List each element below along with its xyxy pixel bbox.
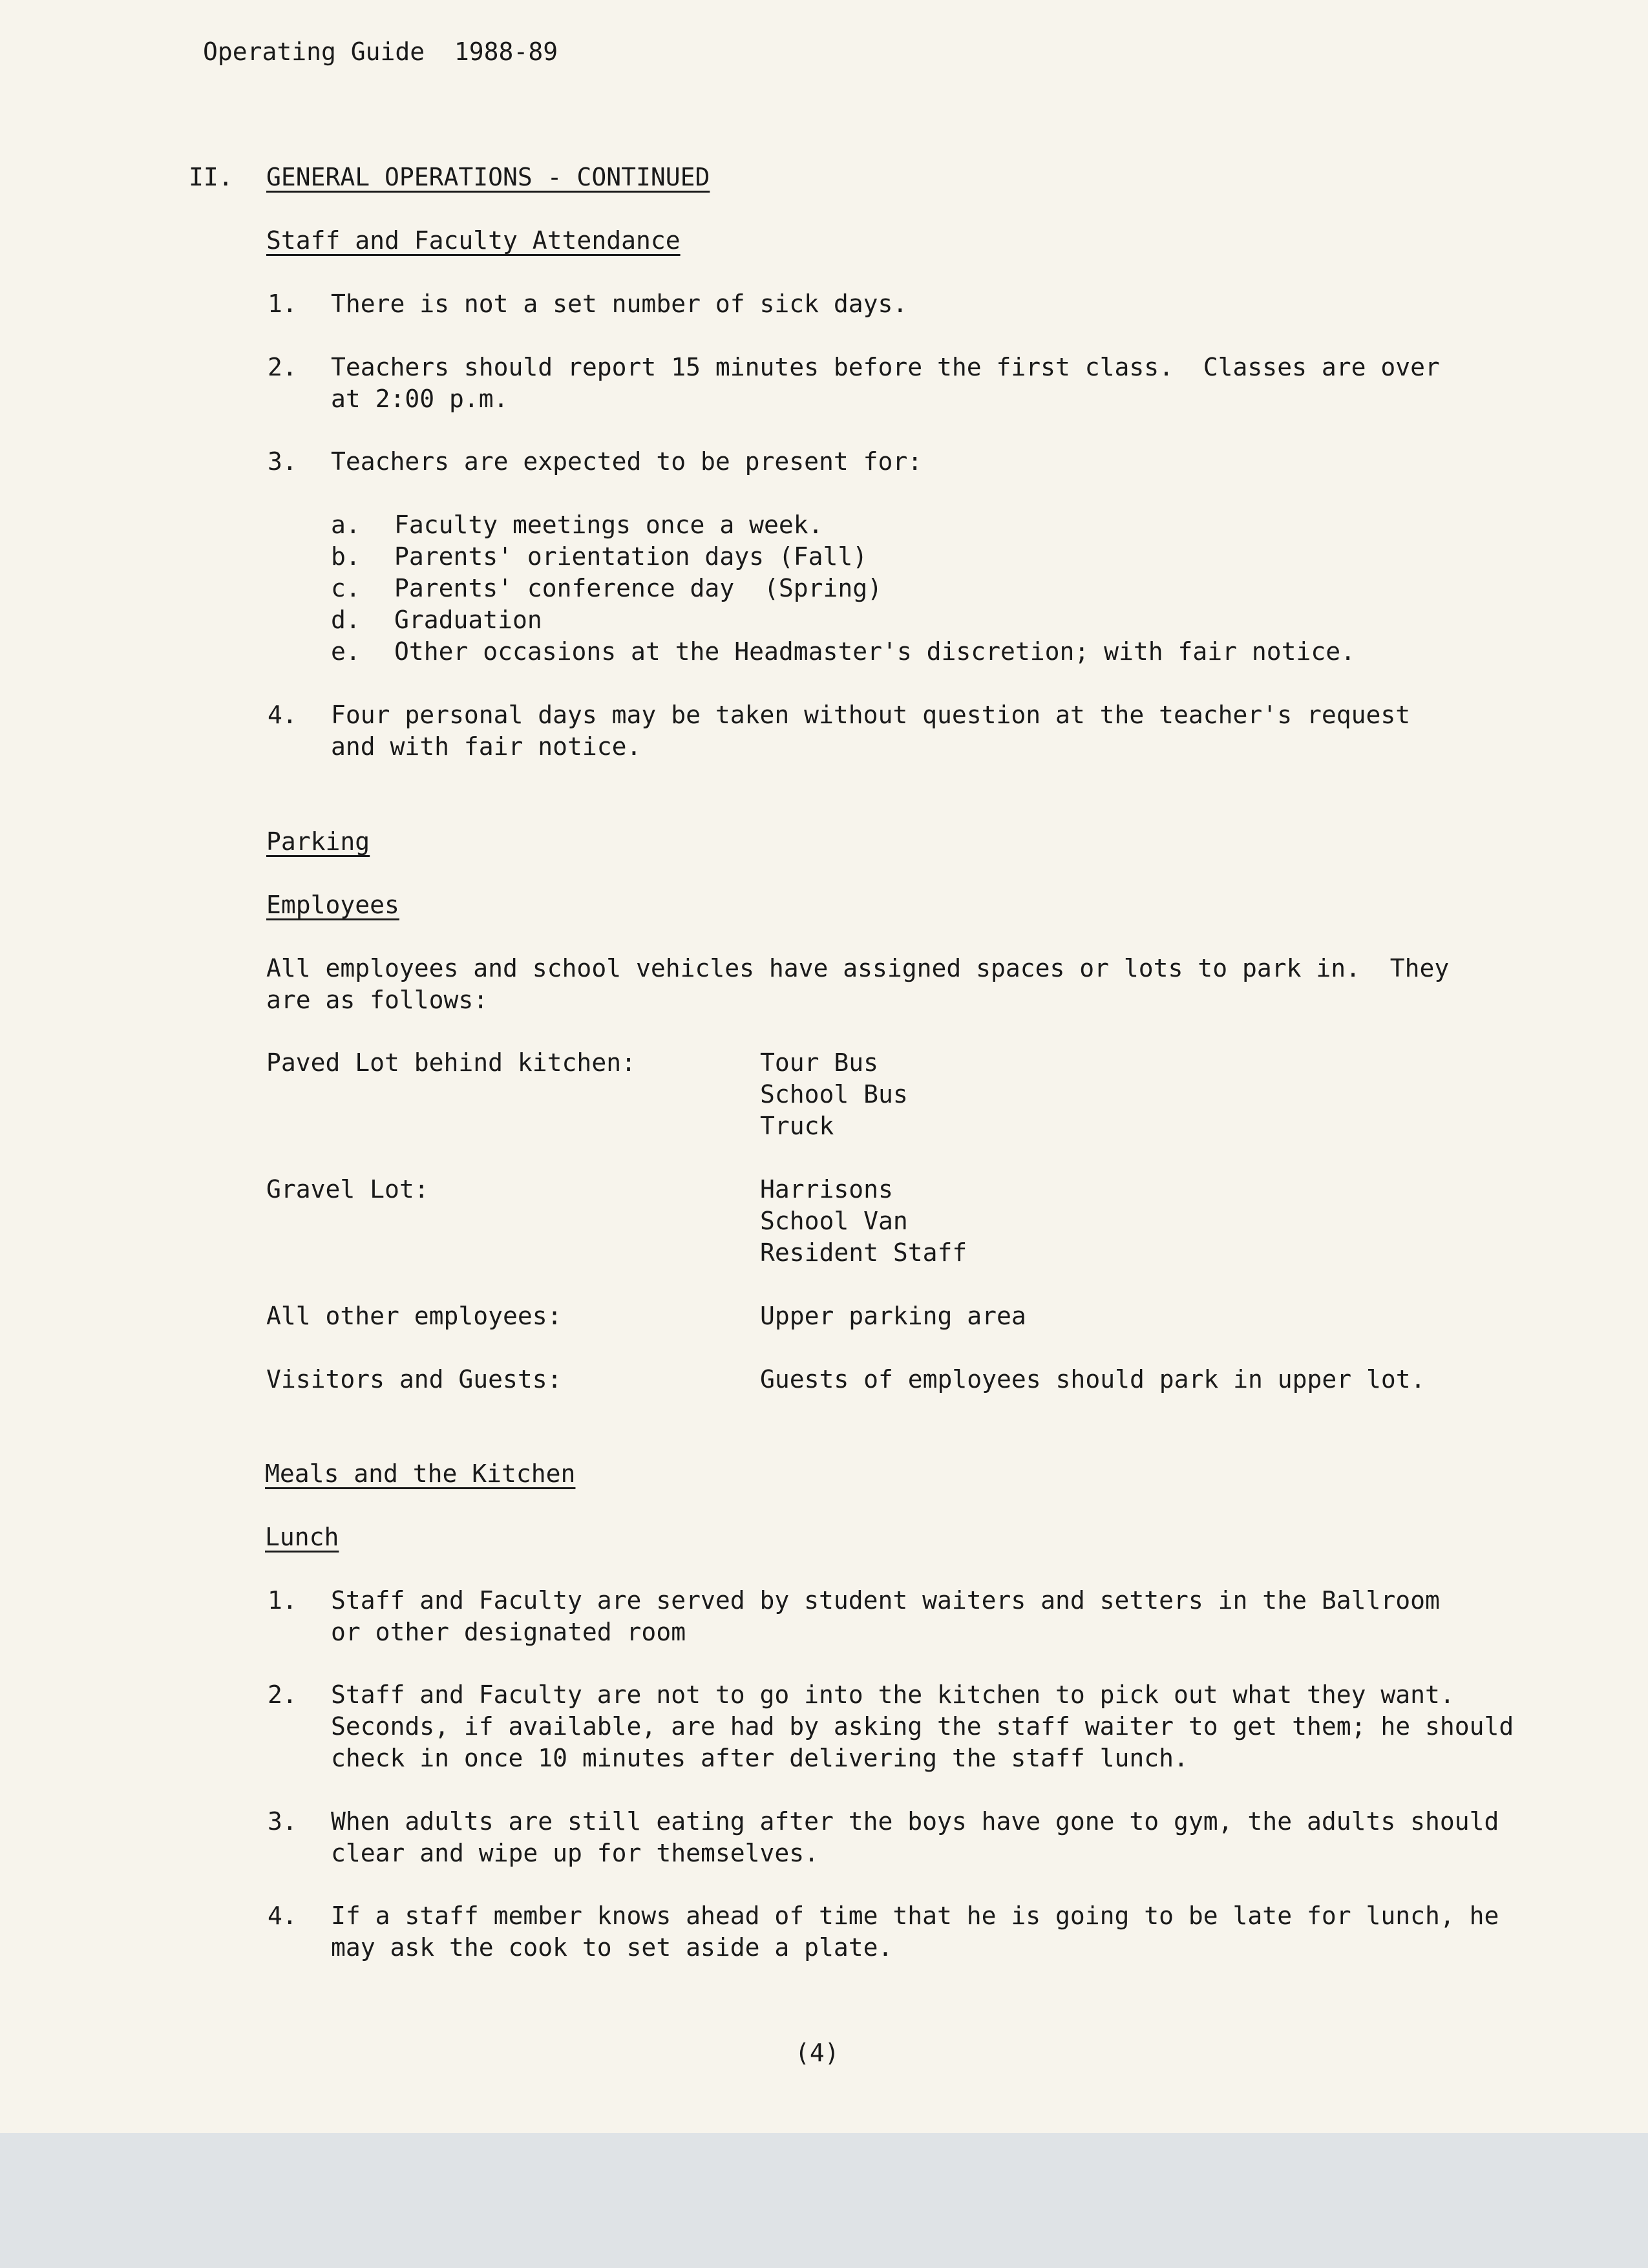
list-item-text: check in once 10 minutes after delivering the staff lunch. — [331, 1744, 1188, 1772]
employees-subheading: Employees — [266, 891, 399, 919]
sub-item-text: Parents' conference day (Spring) — [394, 574, 882, 602]
sub-item-text: Faculty meetings once a week. — [394, 511, 823, 539]
page-number: (4) — [795, 2039, 840, 2067]
sub-item-text: Graduation — [394, 606, 542, 634]
parking-assignment: School Bus — [760, 1080, 908, 1108]
parking-heading: Parking — [266, 827, 370, 856]
attendance-heading: Staff and Faculty Attendance — [266, 226, 681, 255]
list-item-text: Teachers are expected to be present for: — [331, 447, 923, 476]
list-item-number: 1. — [268, 1586, 297, 1615]
parking-location-label: Gravel Lot: — [266, 1175, 429, 1203]
sub-item-letter: b. — [331, 542, 361, 571]
scan-background — [0, 2133, 1648, 2268]
parking-assignment: Upper parking area — [760, 1302, 1026, 1330]
running-header: Operating Guide 1988-89 — [203, 37, 558, 66]
parking-assignment: Tour Bus — [760, 1048, 879, 1077]
sub-item-letter: a. — [331, 511, 361, 539]
parking-assignment: Harrisons — [760, 1175, 893, 1203]
list-item-text: If a staff member knows ahead of time that he is going to be late for lunch, he — [331, 1902, 1499, 1930]
list-item-text: Teachers should report 15 minutes before the first class. Classes are over — [331, 353, 1440, 381]
parking-assignment: Truck — [760, 1112, 834, 1140]
list-item-number: 2. — [268, 353, 297, 381]
list-item-number: 3. — [268, 447, 297, 476]
sub-item-text: Other occasions at the Headmaster's discretion; with fair notice. — [394, 637, 1356, 666]
parking-assignment: Resident Staff — [760, 1238, 967, 1267]
parking-intro: are as follows: — [266, 986, 489, 1014]
list-item-number: 3. — [268, 1807, 297, 1836]
list-item-text: clear and wipe up for themselves. — [331, 1839, 819, 1867]
list-item-text: Staff and Faculty are not to go into the kitchen to pick out what they want. — [331, 1680, 1455, 1709]
sub-item-letter: e. — [331, 637, 361, 666]
section-number: II. — [189, 163, 233, 191]
meals-heading: Meals and the Kitchen — [265, 1459, 576, 1488]
list-item-text: When adults are still eating after the boys have gone to gym, the adults should — [331, 1807, 1499, 1836]
list-item-text: Four personal days may be taken without question at the teacher's request — [331, 701, 1411, 729]
lunch-subheading: Lunch — [265, 1523, 339, 1551]
list-item-text: Staff and Faculty are served by student waiters and setters in the Ballroom — [331, 1586, 1440, 1615]
parking-assignment: Guests of employees should park in upper lot. — [760, 1365, 1426, 1394]
list-item-text: or other designated room — [331, 1618, 686, 1646]
list-item-text: at 2:00 p.m. — [331, 385, 509, 413]
list-item-text: may ask the cook to set aside a plate. — [331, 1933, 893, 1962]
list-item-number: 2. — [268, 1680, 297, 1709]
list-item-text: There is not a set number of sick days. — [331, 290, 908, 318]
list-item-number: 4. — [268, 701, 297, 729]
list-item-number: 4. — [268, 1902, 297, 1930]
parking-assignment: School Van — [760, 1207, 908, 1235]
sub-item-text: Parents' orientation days (Fall) — [394, 542, 868, 571]
list-item-text: and with fair notice. — [331, 732, 642, 761]
sub-item-letter: c. — [331, 574, 361, 602]
sub-item-letter: d. — [331, 606, 361, 634]
parking-location-label: Visitors and Guests: — [266, 1365, 562, 1394]
parking-intro: All employees and school vehicles have assigned spaces or lots to park in. They — [266, 954, 1450, 982]
list-item-text: Seconds, if available, are had by asking the staff waiter to get them; he should — [331, 1712, 1514, 1741]
section-title: GENERAL OPERATIONS - CONTINUED — [266, 163, 710, 191]
parking-location-label: All other employees: — [266, 1302, 562, 1330]
parking-location-label: Paved Lot behind kitchen: — [266, 1048, 636, 1077]
list-item-number: 1. — [268, 290, 297, 318]
